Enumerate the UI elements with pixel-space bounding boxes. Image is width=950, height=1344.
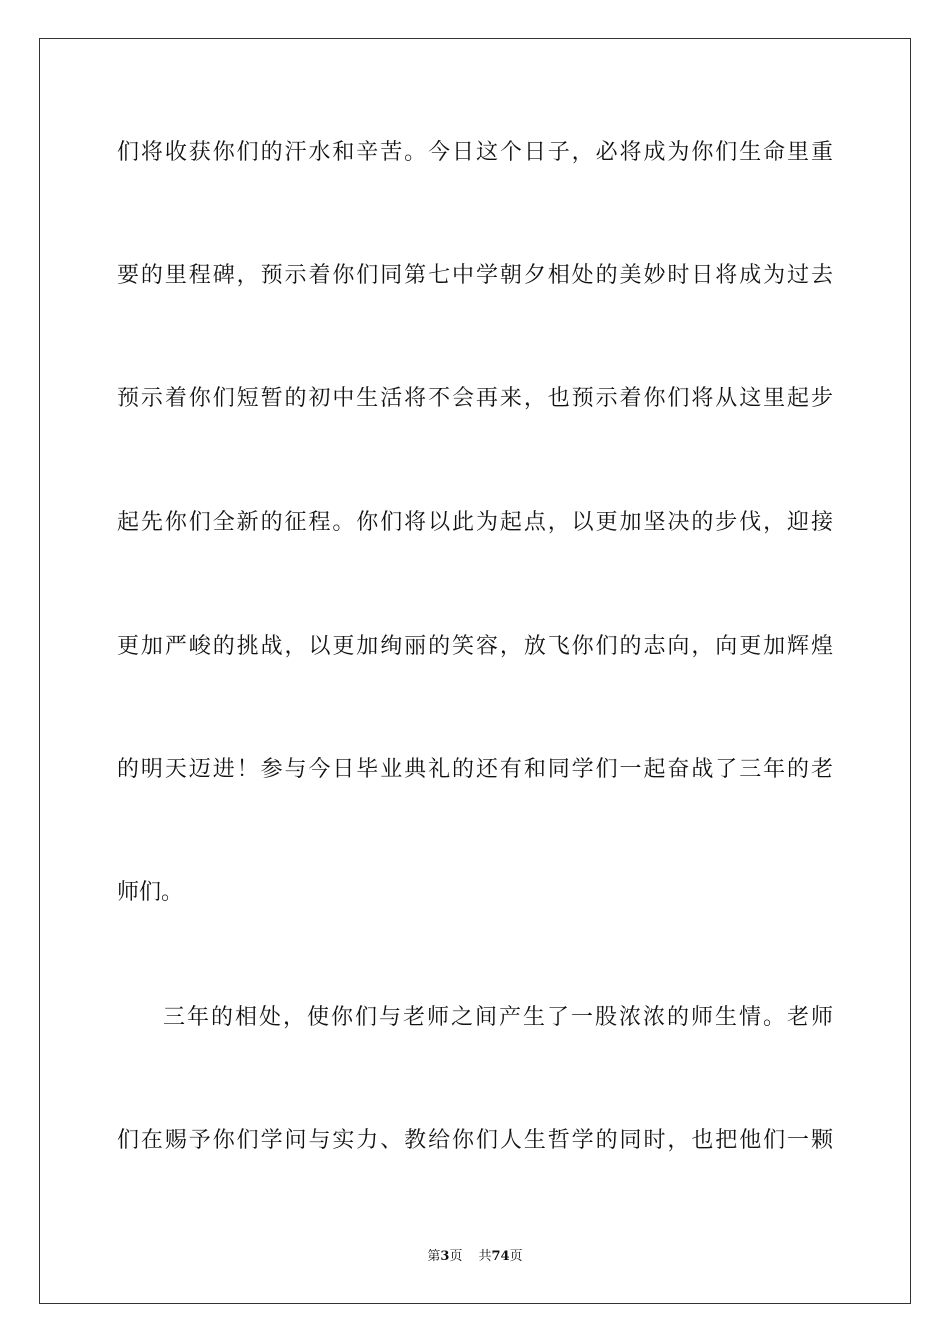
body-text-line: 们在赐予你们学问与实力、教给你们人生哲学的同时，也把他们一颗 xyxy=(117,1128,833,1153)
body-text-line: 要的里程碑，预示着你们同第七中学朝夕相处的美妙时日将成为过去 xyxy=(117,263,833,288)
page-prefix: 第 xyxy=(427,1249,441,1264)
body-text-line: 们将收获你们的汗水和辛苦。今日这个日子，必将成为你们生命里重 xyxy=(117,140,833,165)
body-text-line: 更加严峻的挑战，以更加绚丽的笑容，放飞你们的志向，向更加辉煌 xyxy=(117,634,833,659)
page-footer xyxy=(0,1248,950,1266)
body-text-line: 起先你们全新的征程。你们将以此为起点，以更加坚决的步伐，迎接 xyxy=(117,510,833,535)
body-text-line: 师们。 xyxy=(117,880,184,905)
body-text-line: 的明天迈进！参与今日毕业典礼的还有和同学们一起奋战了三年的老 xyxy=(117,757,833,782)
total-pages: 74 xyxy=(491,1249,510,1264)
total-suffix: 页 xyxy=(509,1249,523,1264)
body-text-line: 预示着你们短暂的初中生活将不会再来，也预示着你们将从这里起步 xyxy=(117,386,833,411)
page-number: 3 xyxy=(440,1249,450,1264)
page-frame xyxy=(39,38,911,1304)
total-prefix: 共 xyxy=(478,1249,492,1264)
paragraph-first-line: 三年的相处，使你们与老师之间产生了一股浓浓的师生情。老师 xyxy=(163,1005,833,1030)
page-suffix: 页 xyxy=(449,1249,463,1264)
